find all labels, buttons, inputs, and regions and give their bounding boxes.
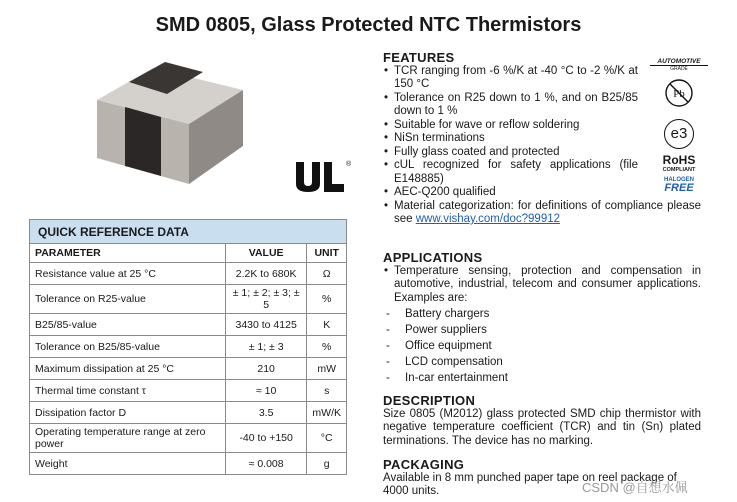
table-row bbox=[30, 453, 347, 475]
value-cell: ≈ 0.008 bbox=[225, 453, 306, 475]
feature-item: • cUL recognized for safety applications (file E148885) bbox=[383, 159, 638, 186]
unit-cell: K bbox=[307, 314, 347, 336]
unit-cell: mW bbox=[307, 358, 347, 380]
feature-text: Material categorization: for definitions of compliance please see bbox=[394, 199, 701, 225]
param-cell: Thermal time constant τ bbox=[30, 380, 226, 402]
compliance-link[interactable]: www.vishay.com/doc?99912 bbox=[415, 213, 560, 225]
table-row bbox=[30, 285, 347, 314]
halogen-label: HALOGEN bbox=[664, 177, 694, 183]
rohs-label: RoHS bbox=[662, 153, 696, 167]
rohs-compliant-label: COMPLIANT bbox=[662, 167, 696, 173]
top-rule bbox=[0, 0, 737, 4]
automotive-grade-text: GRADE bbox=[670, 66, 688, 72]
column-header-value: VALUE bbox=[225, 244, 306, 263]
value-cell: 3.5 bbox=[225, 402, 306, 424]
column-header-unit: UNIT bbox=[307, 244, 347, 263]
param-cell: Maximum dissipation at 25 °C bbox=[30, 358, 226, 380]
value-cell: ≈ 10 bbox=[225, 380, 306, 402]
packaging-text: Available in 8 mm punched paper tape on reel package of 4000 units. bbox=[383, 471, 677, 497]
pb-label: Pb bbox=[673, 88, 685, 100]
table-row bbox=[30, 380, 347, 402]
table-row bbox=[30, 424, 347, 453]
feature-item: • NiSn terminations bbox=[383, 132, 638, 146]
applications-heading: APPLICATIONS bbox=[383, 250, 483, 265]
unit-cell: % bbox=[307, 336, 347, 358]
feature-item: • Tolerance on R25 down to 1 %, and on B25/85 down to 1 % bbox=[383, 92, 638, 119]
unit-cell: s bbox=[307, 380, 347, 402]
description-heading: DESCRIPTION bbox=[383, 393, 476, 408]
unit-cell: g bbox=[307, 453, 347, 475]
applications-section bbox=[383, 251, 701, 386]
application-example: - Power suppliers bbox=[383, 322, 701, 338]
param-cell: Tolerance on B25/85-value bbox=[30, 336, 226, 358]
description-section bbox=[383, 394, 701, 448]
applications-intro: • Temperature sensing, protection and compensation in automotive, industrial, telecom and consumer applications. Examples are: bbox=[383, 265, 701, 306]
table-row bbox=[30, 358, 347, 380]
application-example: - LCD compensation bbox=[383, 354, 701, 370]
value-cell: ± 1; ± 3 bbox=[225, 336, 306, 358]
unit-cell: mW/K bbox=[307, 402, 347, 424]
column-header-parameter: PARAMETER bbox=[30, 244, 226, 263]
application-example: - In-car entertainment bbox=[383, 370, 701, 386]
param-cell: Weight bbox=[30, 453, 226, 475]
feature-item: • Suitable for wave or reflow soldering bbox=[383, 119, 638, 133]
thermistor-chip-image bbox=[85, 60, 255, 190]
value-cell: -40 to +150 bbox=[225, 424, 306, 453]
packaging-heading: PACKAGING bbox=[383, 457, 465, 472]
param-cell: Resistance value at 25 °C bbox=[30, 263, 226, 285]
unit-cell: Ω bbox=[307, 263, 347, 285]
table-row bbox=[30, 263, 347, 285]
quick-reference-table bbox=[29, 219, 347, 475]
param-cell: Operating temperature range at zero power bbox=[30, 424, 226, 453]
feature-item bbox=[383, 200, 701, 227]
value-cell: ± 1; ± 2; ± 3; ± 5 bbox=[225, 285, 306, 314]
ul-recognized-icon bbox=[292, 158, 350, 194]
param-cell: Tolerance on R25-value bbox=[30, 285, 226, 314]
table-row bbox=[30, 336, 347, 358]
feature-item: • Fully glass coated and protected bbox=[383, 146, 638, 160]
unit-cell: % bbox=[307, 285, 347, 314]
value-cell: 210 bbox=[225, 358, 306, 380]
features-heading: FEATURES bbox=[383, 50, 455, 65]
param-cell: B25/85-value bbox=[30, 314, 226, 336]
feature-item: • TCR ranging from -6 %/K at -40 °C to -2 %/K at 150 °C bbox=[383, 65, 638, 92]
watermark: CSDN @自想水佩 bbox=[582, 480, 688, 495]
value-cell: 2.2K to 680K bbox=[225, 263, 306, 285]
unit-cell: °C bbox=[307, 424, 347, 453]
compliance-badges bbox=[650, 58, 708, 194]
param-cell: Dissipation factor D bbox=[30, 402, 226, 424]
page-title: SMD 0805, Glass Protected NTC Thermistors bbox=[155, 14, 582, 36]
automotive-badge: AUTOMOTIVE bbox=[650, 58, 708, 66]
description-text: Size 0805 (M2012) glass protected SMD chip thermistor with negative temperature coefficient (TCR) and tin (Sn) plated terminations. The device has no marking. bbox=[383, 407, 701, 447]
table-row bbox=[30, 402, 347, 424]
svg-text:®: ® bbox=[346, 161, 352, 168]
halogen-free-label: FREE bbox=[664, 182, 694, 194]
table-row bbox=[30, 314, 347, 336]
e3-badge: e3 bbox=[664, 119, 694, 149]
feature-item: • AEC-Q200 qualified bbox=[383, 186, 638, 200]
application-example: - Battery chargers bbox=[383, 306, 701, 322]
application-example: - Office equipment bbox=[383, 338, 701, 354]
table-title: QUICK REFERENCE DATA bbox=[30, 220, 347, 244]
value-cell: 3430 to 4125 bbox=[225, 314, 306, 336]
